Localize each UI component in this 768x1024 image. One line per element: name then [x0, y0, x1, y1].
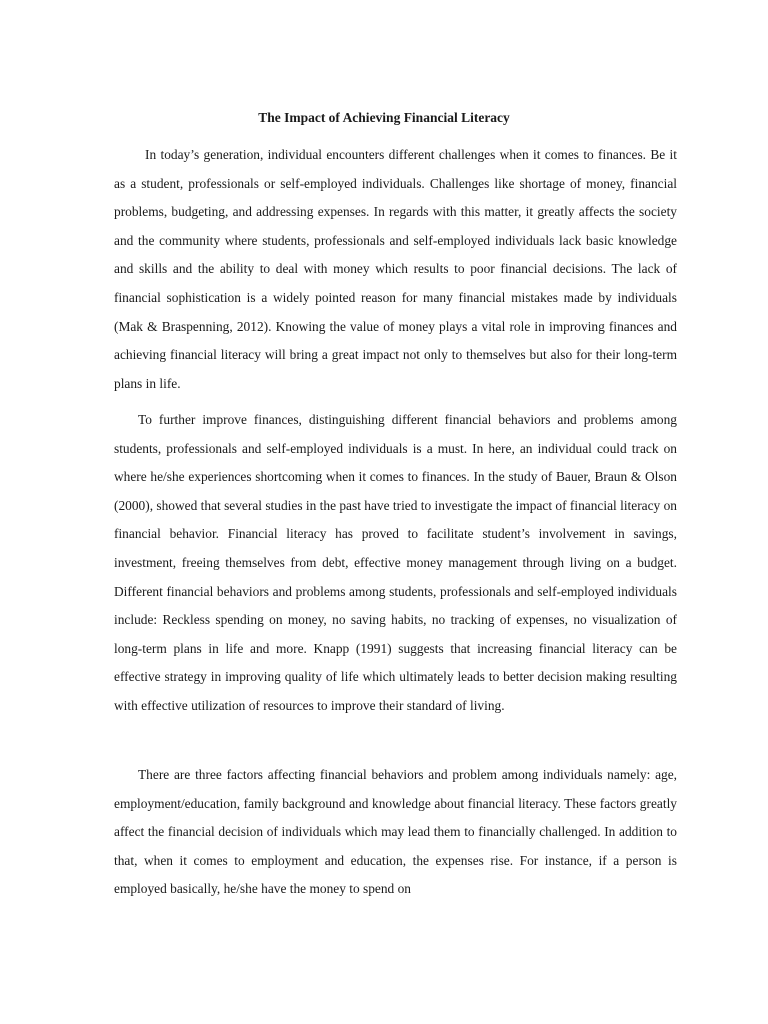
paragraph-1: In today’s generation, individual encounters different challenges when it comes to finances. Be it as a student, professionals or self-employed individuals. Challenges like shortage of money, financial problems, budgeting, and addressing expenses. In regards with this matter, it greatly affects the society and the community where students, professionals and self-employed individuals lack basic knowledge and skills and the ability to deal with money which results to poor financial decisions. The lack of financial sophistication is a widely pointed reason for many financial mistakes made by individuals (Mak & Braspenning, 2012). Knowing the value of money plays a vital role in improving finances and achieving financial literacy will bring a great impact not only to themselves but also for their long-term plans in life. — [114, 147, 677, 391]
document-title: The Impact of Achieving Financial Literacy — [258, 110, 510, 125]
paragraph-2: To further improve finances, distinguishing different financial behaviors and problems among students, professionals and self-employed individuals is a must. In here, an individual could track on where he/she experiences shortcoming when it comes to finances. In the study of Bauer, Braun & Olson (2000), showed that several studies in the past have tried to investigate the impact of financial literacy on financial behavior. Financial literacy has proved to facilitate student’s involvement in savings, investment, freeing themselves from debt, effective money management through living on a budget. Different financial behaviors and problems among students, professionals and self-employed individuals include: Reckless spending on money, no saving habits, no tracking of expenses, no visualization of long-term plans in life and more. Knapp (1991) suggests that increasing financial literacy can be effective strategy in improving quality of life which ultimately leads to better decision making resulting with effective utilization of resources to improve their standard of living. — [114, 412, 677, 713]
paragraph-3: There are three factors affecting financial behaviors and problem among individuals namely: age, employment/education, family background and knowledge about financial literacy. These factors greatly affect the financial decision of individuals which may lead them to financially challenged. In addition to that, when it comes to employment and education, the expenses rise. For instance, if a person is employed basically, he/she have the money to spend on — [114, 767, 677, 897]
